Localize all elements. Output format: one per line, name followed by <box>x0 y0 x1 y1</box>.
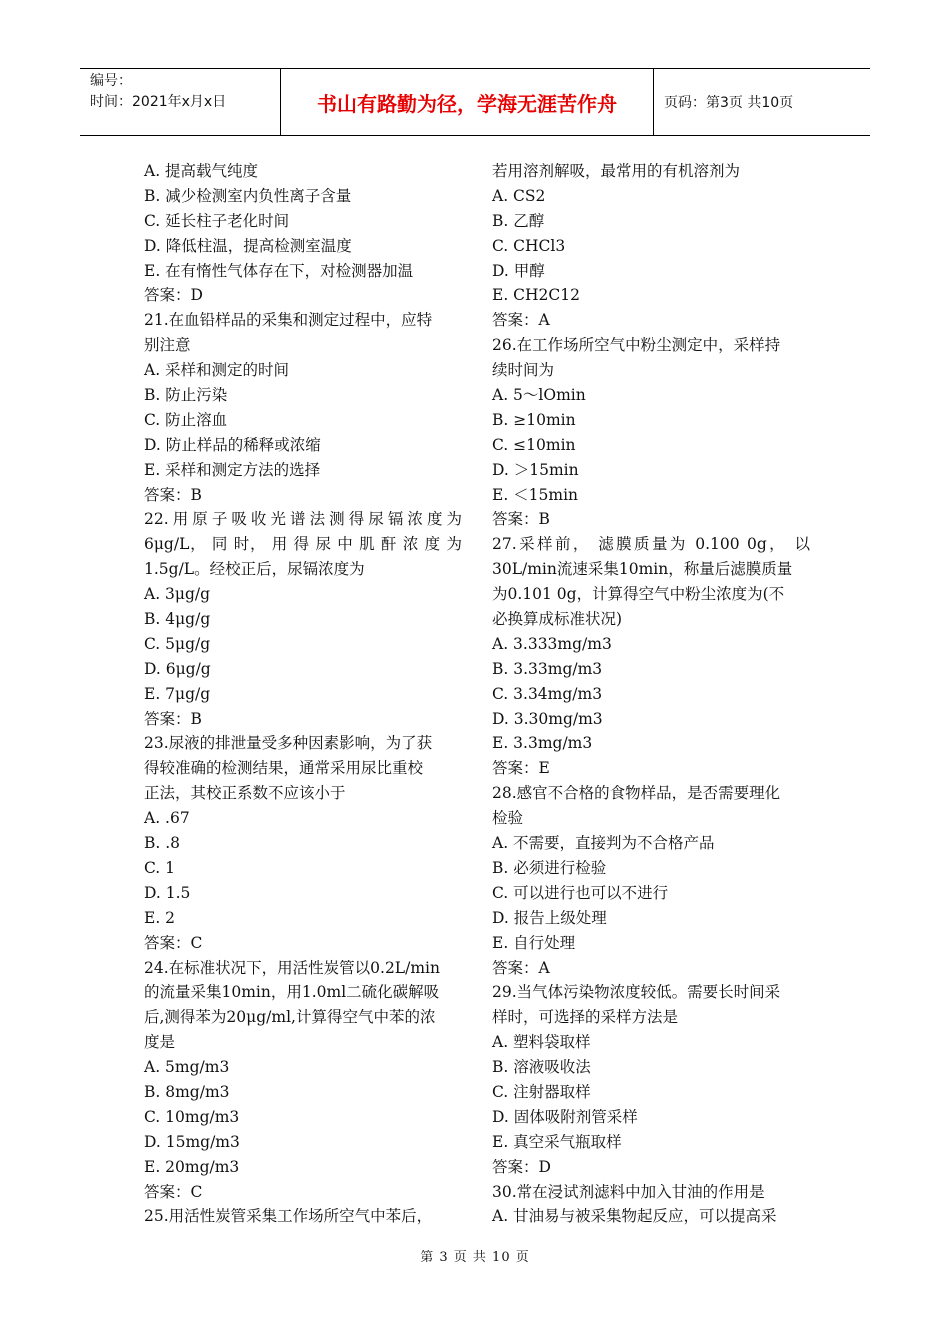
text-line: 30.常在浸试剂滤料中加入甘油的作用是 <box>492 1182 765 1201</box>
text-line: A. 甘油易与被采集物起反应，可以提高采 <box>492 1207 777 1226</box>
text-line: D. 1.5 <box>144 883 191 902</box>
text-line: D. 甲醇 <box>492 261 545 280</box>
document-number-label: 编号： <box>90 73 132 89</box>
page-footer: 第 3 页 共 10 页 <box>420 1250 530 1265</box>
text-line: D. 3.30mg/m3 <box>492 709 603 728</box>
text-line: B. 溶液吸收法 <box>492 1058 591 1077</box>
text-line: 检验 <box>492 809 524 828</box>
text-line: 答案：A <box>492 311 550 330</box>
page-header <box>80 68 870 136</box>
text-line: E. 自行处理 <box>492 933 576 952</box>
text-line: A. 提高载气纯度 <box>144 162 259 180</box>
text-line: E. 在有惰性气体存在下，对检测器加温 <box>144 261 414 280</box>
text-line: C. 1 <box>144 858 176 877</box>
text-line: C. 3.34mg/m3 <box>492 684 603 703</box>
text-line: 答案：D <box>144 286 203 305</box>
page-number-label: 页码：第3页 共10页 <box>664 95 794 111</box>
text-line: 为0.101 0g，计算得空气中粉尘浓度为(不 <box>492 585 785 604</box>
header-page-cell <box>654 69 870 135</box>
text-line: 30L/min流速采集10min，称量后滤膜质量 <box>492 560 793 579</box>
text-line: B. 4μg/g <box>144 610 211 629</box>
text-line: A. CS2 <box>492 186 546 205</box>
text-line: C. CHCl3 <box>492 236 566 255</box>
text-line: E. 20mg/m3 <box>144 1157 240 1176</box>
text-line: E. 7μg/g <box>144 684 211 703</box>
text-line: 1.5g/L。经校正后，尿镉浓度为 <box>144 560 365 579</box>
text-line: E. 2 <box>144 908 176 927</box>
text-line: D. ＞15min <box>492 460 579 479</box>
text-line: 续时间为 <box>492 361 555 380</box>
text-line: D. 防止样品的稀释或浓缩 <box>144 435 321 454</box>
text-line: A. 采样和测定的时间 <box>144 361 290 380</box>
text-line: 答案：C <box>144 1182 203 1201</box>
text-line: 答案：E <box>492 759 550 778</box>
text-line: A. 3μg/g <box>144 585 211 604</box>
text-line: C. 可以进行也可以不进行 <box>492 883 669 902</box>
text-line: 22.用原子吸收光谱法测得尿镉浓度为 <box>144 510 462 529</box>
text-line: 答案：A <box>492 958 550 977</box>
document-date-label: 时间：2021年x月x日 <box>90 94 227 110</box>
text-line: A. 5～lOmin <box>492 386 586 405</box>
text-line: C. 5μg/g <box>144 634 211 653</box>
text-line: E. CH2C12 <box>492 286 580 305</box>
text-line: A. 5mg/m3 <box>144 1058 230 1077</box>
text-line: 26.在工作场所空气中粉尘测定中，采样持 <box>492 336 781 355</box>
text-line: B. 8mg/m3 <box>144 1082 230 1101</box>
text-line: 28.感官不合格的食物样品，是否需要理化 <box>492 784 781 803</box>
text-line: C. 延长柱子老化时间 <box>144 211 290 230</box>
text-line: 若用溶剂解吸，最常用的有机溶剂为 <box>492 162 741 180</box>
text-line: D. 6μg/g <box>144 659 211 678</box>
text-line: 必换算成标准状况) <box>492 610 623 629</box>
right-text-column <box>492 159 810 1229</box>
text-line: 答案：C <box>144 933 203 952</box>
text-line: 的流量采集10min，用1.0ml二硫化碳解吸 <box>144 983 440 1002</box>
text-line: D. 15mg/m3 <box>144 1132 240 1151</box>
text-line: 正法，其校正系数不应该小于 <box>144 784 346 803</box>
text-line: 21.在血铅样品的采集和测定过程中，应特 <box>144 311 433 330</box>
text-line: 29.当气体污染物浓度较低。需要长时间采 <box>492 983 781 1002</box>
text-line: 得较准确的检测结果，通常采用尿比重校 <box>144 759 424 778</box>
header-motto-cell <box>280 69 654 135</box>
text-line: B. 防止污染 <box>144 386 228 405</box>
text-line: B. 必须进行检验 <box>492 858 607 877</box>
header-left-cell <box>80 69 280 135</box>
text-line: 6μg/L， 同 时， 用 得 尿 中 肌 酐 浓 度 为 <box>144 535 462 554</box>
text-line: 27.采样前， 滤膜质量为 0.100 0g， 以 <box>492 535 810 554</box>
text-line: 样时，可选择的采样方法是 <box>492 1008 679 1027</box>
text-line: A. .67 <box>144 809 190 828</box>
text-line: B. 乙醇 <box>492 211 545 230</box>
left-text-column <box>144 159 462 1229</box>
text-line: D. 固体吸附剂管采样 <box>492 1107 638 1126</box>
text-line: 24.在标准状况下，用活性炭管以0.2L/min <box>144 958 440 977</box>
text-line: B. .8 <box>144 834 181 853</box>
text-line: B. 减少检测室内负性离子含量 <box>144 186 352 205</box>
text-line: 答案：D <box>492 1157 551 1176</box>
text-line: C. 防止溶血 <box>144 410 228 429</box>
header-motto: 书山有路勤为径，学海无涯苦作舟 <box>317 91 617 116</box>
text-line: 后,测得苯为20μg/ml,计算得空气中苯的浓 <box>144 1008 436 1027</box>
text-line: 23.尿液的排泄量受多种因素影响，为了获 <box>144 734 433 753</box>
text-line: 别注意 <box>144 336 191 355</box>
text-line: 度是 <box>144 1033 176 1052</box>
text-line: C. 注射器取样 <box>492 1082 591 1101</box>
text-line: 25.用活性炭管采集工作场所空气中苯后， <box>144 1207 433 1226</box>
text-line: D. 报告上级处理 <box>492 908 607 927</box>
text-line: E. 真空采气瓶取样 <box>492 1132 622 1151</box>
text-line: E. 采样和测定方法的选择 <box>144 460 321 479</box>
text-line: 答案：B <box>492 510 550 529</box>
text-line: C. 10mg/m3 <box>144 1107 240 1126</box>
text-line: 答案：B <box>144 709 202 728</box>
text-line: C. ≤10min <box>492 435 576 454</box>
text-line: B. ≥10min <box>492 410 576 429</box>
text-line: B. 3.33mg/m3 <box>492 659 603 678</box>
text-line: E. ＜15min <box>492 485 579 504</box>
text-line: A. 3.333mg/m3 <box>492 634 612 653</box>
text-line: A. 不需要，直接判为不合格产品 <box>492 834 715 853</box>
text-line: A. 塑料袋取样 <box>492 1033 591 1052</box>
text-line: 答案：B <box>144 485 202 504</box>
text-line: E. 3.3mg/m3 <box>492 734 593 753</box>
text-line: D. 降低柱温，提高检测室温度 <box>144 236 352 255</box>
